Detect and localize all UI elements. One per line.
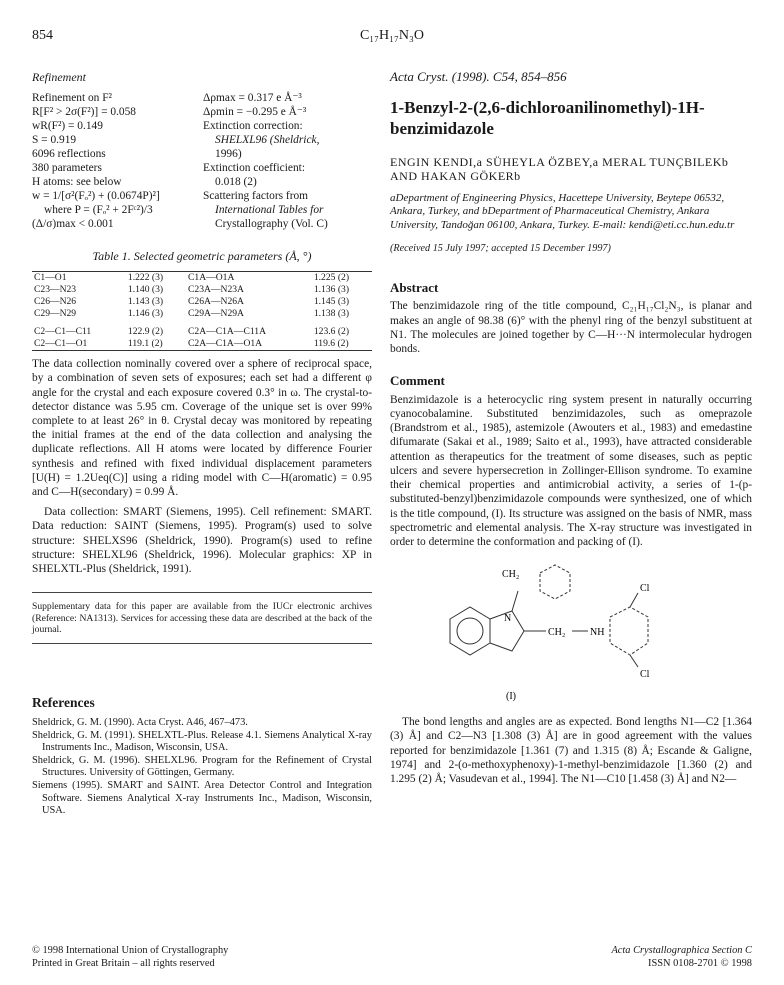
refinement-line: 380 parameters <box>32 161 102 174</box>
table-cell-value: 123.6 (2) <box>313 326 350 338</box>
table-cell-value: 119.1 (2) <box>127 338 163 350</box>
references-heading: References <box>32 695 95 711</box>
struct-label-cl-top: Cl <box>640 583 650 595</box>
table-cell-parameter: C2A—C1A—C11A <box>188 326 267 338</box>
chemical-structure <box>390 559 752 707</box>
footer-right <box>611 944 752 970</box>
table-cell-value: 122.9 (2) <box>127 326 164 338</box>
table-caption: Table 1. Selected geometric parameters (Å, °) <box>92 248 312 263</box>
refinement-line: where P = (Fₒ² + 2Fᶜ²)/3 <box>44 203 153 216</box>
table-cell-value: 1.222 (3) <box>127 272 164 284</box>
geometry-table <box>32 271 372 351</box>
table-row <box>32 284 372 296</box>
reference-item: Sheldrick, G. M. (1990). Acta Cryst. A46, 467–473. <box>32 717 248 729</box>
reference-item: Sheldrick, G. M. (1991). SHELXTL-Plus. Release 4.1. Siemens Analytical X-ray Instruments Inc., Madison, Wisconsin, USA. <box>32 729 372 754</box>
footer-left <box>32 944 228 970</box>
compound-label: (I) <box>506 691 516 703</box>
copyright: © 1998 International Union of Crystallography <box>32 945 229 956</box>
refinement-heading: Refinement <box>32 70 86 84</box>
table-cell-parameter: C26A—N26A <box>188 296 244 308</box>
refinement-line: Δρmin = −0.295 e Å⁻³ <box>203 105 307 118</box>
table-cell-value: 1.146 (3) <box>127 308 164 320</box>
table-cell-value: 1.225 (2) <box>313 272 350 284</box>
refinement-line: 6096 reflections <box>32 147 106 160</box>
dichlorophenyl-ring-shape <box>610 607 648 655</box>
table-row <box>32 296 372 308</box>
refinement-line: Refinement on F² <box>32 91 112 104</box>
struct-label-cl-bottom: Cl <box>640 669 650 681</box>
refinement-col2 <box>203 91 372 231</box>
aromatic-circle-shape <box>457 618 483 644</box>
table-cell-parameter: C29—N29 <box>34 308 77 320</box>
refinement-block <box>32 91 372 231</box>
table-row <box>32 338 372 351</box>
received-dates: (Received 15 July 1997; accepted 15 December 1997) <box>390 243 611 255</box>
refinement-line: International Tables for <box>215 203 324 216</box>
table-cell-value: 1.140 (3) <box>127 284 164 296</box>
table-cell-parameter: C23—N23 <box>34 284 77 296</box>
benzyl-ring-shape <box>540 565 570 599</box>
refinement-line: Extinction correction: <box>203 119 303 132</box>
authors: ENGIN KENDI,a SÜHEYLA ÖZBEY,a MERAL TUNÇBILEKb AND HAKAN GÖKERb <box>390 154 729 184</box>
struct-label-ch2-top: CH₂ <box>502 569 520 581</box>
table-cell-parameter: C2—C1—O1 <box>34 338 88 350</box>
table-row <box>32 326 372 338</box>
refinement-line: Δρmax = 0.317 e Å⁻³ <box>203 91 302 104</box>
right-column <box>390 70 752 786</box>
running-header-formula: C₁₇H₁₇N₃O <box>359 28 425 43</box>
printed-note: Printed in Great Britain – all rights reserved <box>32 958 215 969</box>
abstract-text: The benzimidazole ring of the title compound, C₂₁H₁₇Cl₂N₃, is planar and makes an angle of 98.38 (6)° with the phenyl ring of the benzyl substituent at N1. The molecules are joined together by C—H···N intermolecular hydrogen bonds. <box>390 300 752 356</box>
table-cell-parameter: C29A—N29A <box>188 308 244 320</box>
table-cell-value: 1.138 (3) <box>313 308 350 320</box>
paragraph-data-collection: The data collection nominally covered over a sphere of reciprocal space, by a combination of seven sets of exposures; each set had a different φ angle for the crystal and each exposure covered 0.3° in ω. The crystal-to-detector distance was 5.95 cm. Coverage of the unique set is over 99% complete to at least 26° in θ. Crystal decay was monitored by repeating the initial frames at the end of the data collection and analysing the duplicate reflections. All H atoms were located by difference Fourier synthesis and refined with fixed individual displacement parameters [U(H) = 1.2Ueq(C)] using a riding model with C—H(aromatic) = 0.95 and C—H(secondary) = 0.99 Å. <box>32 358 372 499</box>
table-cell-parameter: C2A—C1A—O1A <box>188 338 263 350</box>
struct-label-n: N <box>504 613 512 625</box>
table-cell-parameter: C23A—N23A <box>188 284 244 296</box>
journal-section: Acta Crystallographica Section C <box>611 945 752 956</box>
supplementary-note: Supplementary data for this paper are available from the IUCr electronic archives (Reference: NA1313). Services for accessing these data are described at the back of the journal. <box>32 592 372 644</box>
affiliation: aDepartment of Engineering Physics, Hacettepe University, Beytepe 06532, Ankara, Turkey, and bDepartment of Pharmaceutical Chemistry, Ankara University, Tandoğan 06100, Ankara, Turkey. E-mail: kendi@eti.cc.hun.edu.tr <box>390 191 735 231</box>
benzene-ring-shape <box>450 607 490 655</box>
abstract-heading: Abstract <box>390 279 439 295</box>
table-row <box>32 308 372 326</box>
refinement-line: w = 1/[σ²(Fₒ²) + (0.0674P)²] <box>32 189 160 202</box>
refinement-line: Scattering factors from <box>203 189 309 202</box>
comment-heading: Comment <box>390 373 445 389</box>
table-cell-parameter: C26—N26 <box>34 296 77 308</box>
paragraph-software: Data collection: SMART (Siemens, 1995). Cell refinement: SMART. Data reduction: SAINT (Siemens, 1995). Program(s) used to solve structure: SHELXS96 (Sheldrick, 1990). Program(s) used to refine structure: SHELXL96 (Sheldrick, 1996). Molecular graphics: XP in SHELXTL-Plus (Sheldrick, 1991). <box>32 506 372 576</box>
table-cell-value: 1.136 (3) <box>313 284 350 296</box>
table-cell-value: 1.145 (3) <box>313 296 350 308</box>
refinement-line: R[F² > 2σ(F²)] = 0.058 <box>32 105 136 118</box>
refinement-col1 <box>32 91 191 231</box>
reference-item: Sheldrick, G. M. (1996). SHELXL96. Program for the Refinement of Crystal Structures. University of Göttingen, Germany. <box>32 754 372 779</box>
left-column <box>32 70 372 818</box>
table-cell-parameter: C1—O1 <box>34 272 67 284</box>
table-cell-parameter: C1A—O1A <box>188 272 235 284</box>
refinement-line: H atoms: see below <box>32 175 122 188</box>
page-number: 854 <box>32 28 53 43</box>
struct-label-nh: NH <box>590 627 605 639</box>
journal-citation: Acta Cryst. (1998). C54, 854–856 <box>390 69 567 84</box>
refinement-line: 1996) <box>215 147 242 160</box>
refinement-line: (Δ/σ)max < 0.001 <box>32 217 114 230</box>
table-cell-value: 119.6 (2) <box>313 338 349 350</box>
refinement-line: SHELXL96 (Sheldrick, <box>215 133 320 146</box>
comment-text: Benzimidazole is a heterocyclic ring system present in naturally occurring cyanocobalamine. Substituted benzimidazoles, such as omeprazole (Brandstrom et al., 1985), astemizole (Awouters et al., 1983) and emedastine difumarate (Sakai et al., 1989; Saito et al., 1993), have attracted considerable attention as therapeutics for the treatment of some diseases, such as peptic ulcers and severe hypersecretion in Zollinger-Ellison syndrome. To examine their chemical properties and antimicrobial activity, a series of 1-(p-substituted-benzyl)benzimidazole compounds were synthesized, one of which is the title compound, (I). Its structure was assigned on the basis of NMR, mass spectrometric and elemental analysis. The X-ray structure was investigated in order to determine the conformation and packing of (I). <box>390 393 752 548</box>
refinement-line: wR(F²) = 0.149 <box>32 119 103 132</box>
table-cell-parameter: C2—C1—C11 <box>34 326 92 338</box>
refinement-line: S = 0.919 <box>32 133 77 146</box>
paragraph-bond-lengths: The bond lengths and angles are as expected. Bond lengths N1—C2 [1.364 (3) Å] and C2—N3 [1.308 (3) Å] are in good agreement with the values reported for benzimidazole [1.361 (7) and 1.315 (8) Å; Escande & Galigne, 1974] and 2-(o-methoxyphenoxy)-1-methyl-benzimidazole [1.360 (2) and 1.295 (2) Å; Vasudevan et al., 1994]. The N1—C10 [1.458 (3) Å] and N2— <box>390 716 752 785</box>
reference-item: Siemens (1995). SMART and SAINT. Area Detector Control and Integration Software. Siemens Analytical X-ray Instruments Inc., Madison, Wisconsin, USA. <box>32 780 372 817</box>
refinement-line: 0.018 (2) <box>215 175 257 188</box>
struct-label-ch2-mid: CH₂ <box>548 627 566 639</box>
table-cell-value: 1.143 (3) <box>127 296 164 308</box>
issn: ISSN 0108-2701 © 1998 <box>647 958 752 969</box>
article-title: 1-Benzyl-2-(2,6-dichloroanilinomethyl)-1H-benzimidazole <box>390 97 705 138</box>
structure-drawing <box>390 559 752 707</box>
table-row <box>32 272 372 285</box>
refinement-line: Extinction coefficient: <box>203 161 305 174</box>
refinement-line: Crystallography (Vol. C) <box>215 217 328 230</box>
